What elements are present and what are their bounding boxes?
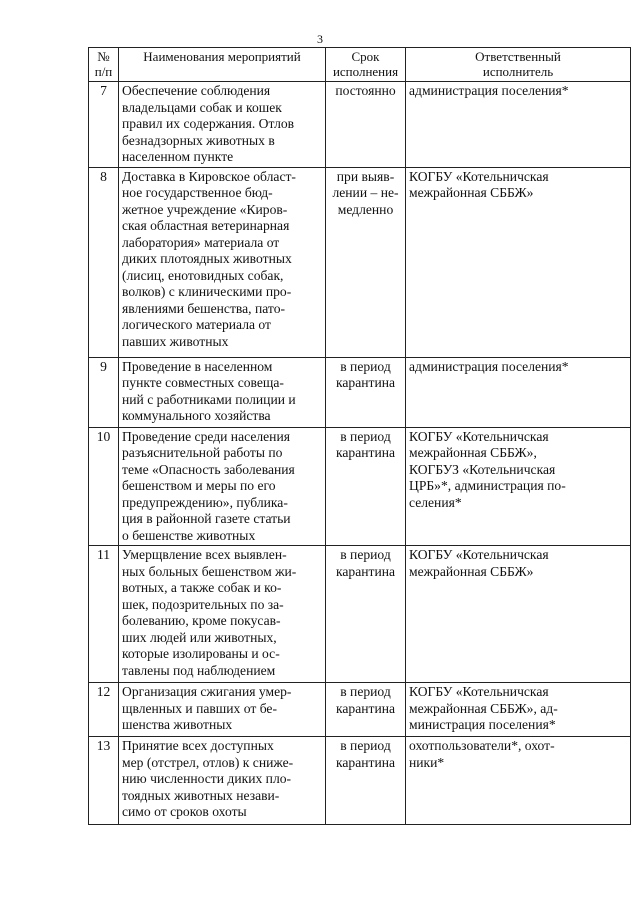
row-term: постоянно xyxy=(326,82,406,168)
row-number: 7 xyxy=(89,82,119,168)
header-term: Срок исполнения xyxy=(326,48,406,82)
table-row xyxy=(89,357,631,427)
row-responsible: администрация поселения* xyxy=(406,357,631,427)
table-row xyxy=(89,683,631,737)
row-responsible: КОГБУ «Котельничская межрайонная СББЖ» xyxy=(406,167,631,357)
table-row xyxy=(89,82,631,168)
header-responsible: Ответственный исполнитель xyxy=(406,48,631,82)
row-number: 8 xyxy=(89,167,119,357)
row-term: при выяв- лении – не- медленно xyxy=(326,167,406,357)
row-activity: Организация сжигания умер- щвленных и павших от бе- шенства животных xyxy=(119,683,326,737)
row-activity: Умерщвление всех выявлен- ных больных бешенством жи- вотных, а также собак и ко- шек, подозрительных по за- болеванию, кроме покусав- ших людей или животных, которые изолированы и ос- тавлены под наблюдением xyxy=(119,546,326,683)
row-activity: Проведение среди населения разъяснительной работы по теме «Опасность заболевания бешенством и меры по его предупреждению», публика- ция в районной газете статьи о бешенстве животных xyxy=(119,427,326,546)
table-row xyxy=(89,546,631,683)
row-activity: Принятие всех доступных мер (отстрел, отлов) к сниже- нию численности диких пло- тоядных животных незави- симо от сроков охоты xyxy=(119,737,326,825)
row-responsible: администрация поселения* xyxy=(406,82,631,168)
row-term: в период карантина xyxy=(326,427,406,546)
row-term: в период карантина xyxy=(326,737,406,825)
row-number: 13 xyxy=(89,737,119,825)
header-activity-name: Наименования мероприятий xyxy=(119,48,326,82)
activities-table xyxy=(88,47,631,825)
table-row xyxy=(89,737,631,825)
row-responsible: КОГБУ «Котельничская межрайонная СББЖ», КОГБУЗ «Котельничская ЦРБ»*, администрация по- селения* xyxy=(406,427,631,546)
table-header-row xyxy=(89,48,631,82)
row-responsible: КОГБУ «Котельничская межрайонная СББЖ», ад- министрация поселения* xyxy=(406,683,631,737)
row-term: в период карантина xyxy=(326,357,406,427)
row-activity: Доставка в Кировское област- ное государственное бюд- жетное учреждение «Киров- ская областная ветеринарная лаборатория» материала от диких плотоядных животных (лисиц, енотовидных собак, волков) с клиническими про- явлениями бешенства, пато- логического материала от павших животных xyxy=(119,167,326,357)
row-activity: Проведение в населенном пункте совместных совеща- ний с работниками полиции и коммунального хозяйства xyxy=(119,357,326,427)
header-number: № п/п xyxy=(89,48,119,82)
row-number: 10 xyxy=(89,427,119,546)
row-activity: Обеспечение соблюдения владельцами собак и кошек правил их содержания. Отлов безнадзорных животных в населенном пункте xyxy=(119,82,326,168)
row-number: 12 xyxy=(89,683,119,737)
table-row xyxy=(89,427,631,546)
row-number: 11 xyxy=(89,546,119,683)
row-responsible: КОГБУ «Котельничская межрайонная СББЖ» xyxy=(406,546,631,683)
page-number: 3 xyxy=(317,32,323,46)
row-term: в период карантина xyxy=(326,546,406,683)
row-number: 9 xyxy=(89,357,119,427)
row-responsible: охотпользователи*, охот- ники* xyxy=(406,737,631,825)
row-term: в период карантина xyxy=(326,683,406,737)
table-row xyxy=(89,167,631,357)
